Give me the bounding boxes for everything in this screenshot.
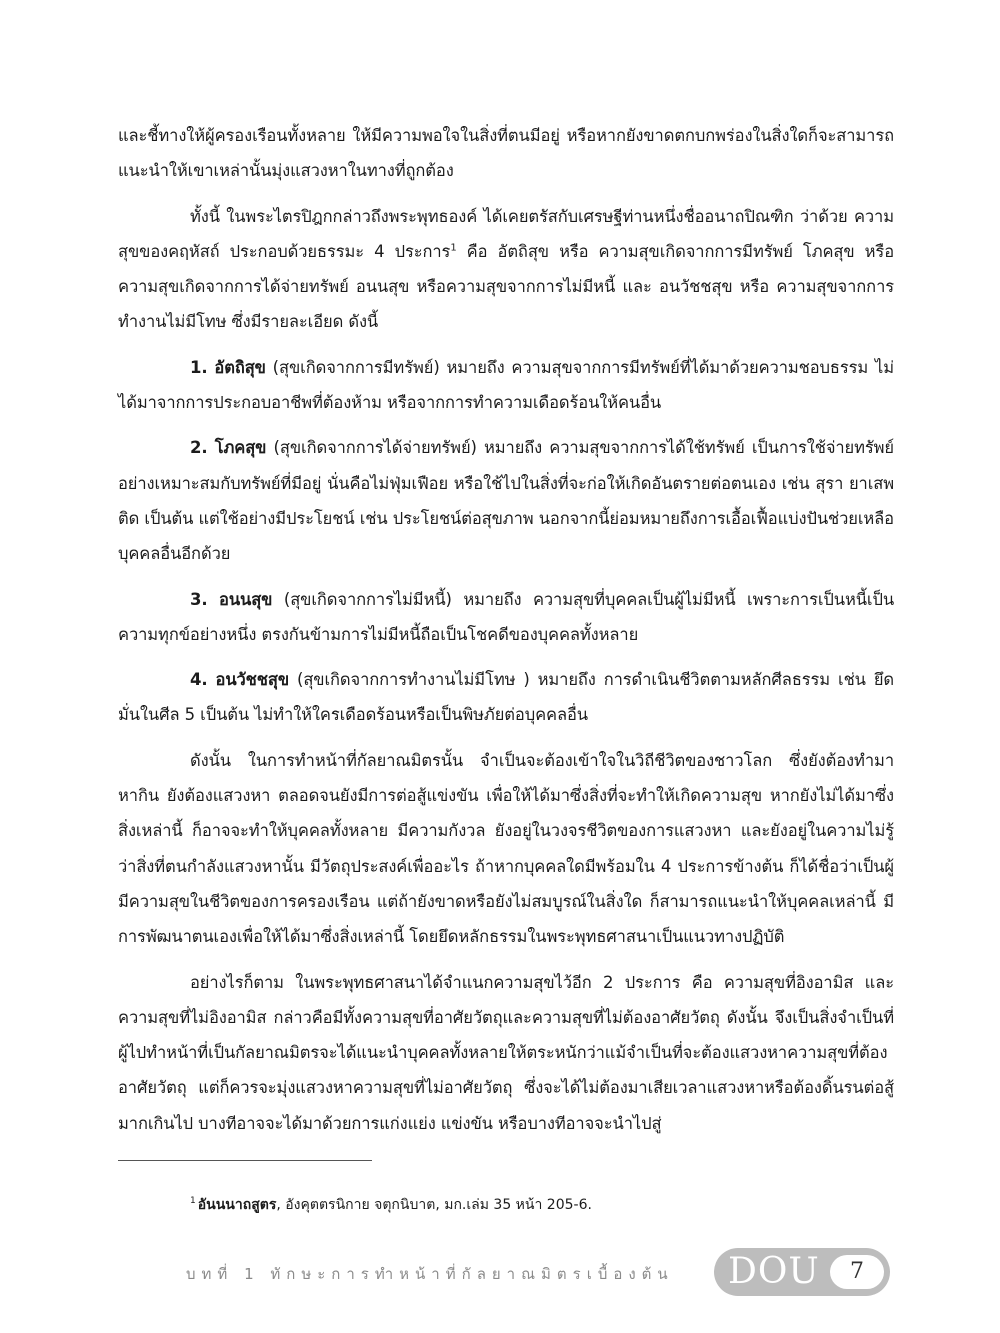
list-item-ananasukha <box>118 582 894 653</box>
paragraph-text: ดังนั้น ในการทำหน้าที่กัลยาณมิตรนั้น จำเป็นจะต้องเข้าใจในวิถีชีวิตของชาวโลก ซึ่งยังต้องทำมาหากิน ยังต้องแสวงหา ตลอดจนยังมีการต่อสู้แข่งขัน เพื่อให้ได้มาซึ่งสิ่งที่จะทำให้เกิดความสุข หากยังไม่ได้มาซึ่งสิ่งเหล่านี้ ก็อาจจะทำให้บุคคลทั้งหลาย มีความกังวล ยังอยู่ในวงจรชีวิตของการแสวงหา และยังอยู่ในความไม่รู้ว่าสิ่งที่ตนกำลังแสวงหานั้น มีวัตถุประสงค์เพื่ออะไร ถ้าหากบุคคลใดมีพร้อมใน 4 ประการข้างต้น ก็ได้ชื่อว่าเป็นผู้มีความสุขในชีวิตของการครองเรือน แต่ถ้ายังขาดหรือยังไม่สมบูรณ์ในสิ่งใด ก็สามารถแนะนำให้บุคคลเหล่านี้ มีการพัฒนาตนเองเพื่อให้ได้มาซึ่งสิ่งเหล่านี้ โดยยึดหลักธรรมในพระพุทธศาสนาเป็นแนวทางปฏิบัติ <box>118 750 894 947</box>
paragraph-happiness-of-householder <box>118 199 894 340</box>
list-item-bhogasukha <box>118 430 894 571</box>
list-item-text: (สุขเกิดจากการไม่มีหนี้) หมายถึง ความสุขที่บุคคลเป็นผู้ไม่มีหนี้ เพราะการเป็นหนี้เป็นความทุกข์อย่างหนึ่ง ตรงกันข้ามการไม่มีหนี้ถือเป็นโชคดีของบุคคลทั้งหลาย <box>118 589 894 644</box>
paragraph-two-kinds-of-happiness <box>118 965 894 1141</box>
list-item-term: อัตถิสุข <box>214 357 266 377</box>
list-item-term: อนวัชชสุข <box>215 670 290 690</box>
list-item-anavajjasukha <box>118 662 894 733</box>
footnote <box>190 1194 890 1216</box>
list-item-number: 3. <box>190 589 208 609</box>
list-item-number: 1. <box>190 357 208 377</box>
paragraph-text: คือ อัตถิสุข หรือ ความสุขเกิดจากการมีทรัพย์ โภคสุข หรือ ความสุขเกิดจากการได้จ่ายทรัพย์ อนนสุข หรือความสุขจากการไม่มีหนี้ และ อนวัชชสุข หรือ ความสุขจากการทำงานไม่มีโทษ ซึ่งมีรายละเอียด ดังนี้ <box>118 241 895 332</box>
list-item-text: (สุขเกิดจากการทำงานไม่มีโทษ ) หมายถึง การดำเนินชีวิตตามหลักศีลธรรม เช่น ยึดมั่นในศีล 5 เป็นต้น ไม่ทำให้ใครเดือดร้อนหรือเป็นพิษภัยต่อบุคคลอื่น <box>118 670 894 725</box>
paragraph-intro <box>118 118 894 189</box>
paragraph-text: อย่างไรก็ตาม ในพระพุทธศาสนาได้จำแนกความสุขไว้อีก 2 ประการ คือ ความสุขที่อิงอามิส และความสุขที่ไม่อิงอามิส กล่าวคือมีทั้งความสุขที่อาศัยวัตถุและความสุขที่ไม่ต้องอาศัยวัตถุ ดังนั้น จึงเป็นสิ่งจำเป็นที่ผู้ไปทำหน้าที่เป็นกัลยาณมิตรจะได้แนะนำบุคคลทั้งหลายให้ตระหนักว่าแม้จำเป็นที่จะต้องแสวงหาความสุขที่ต้องอาศัยวัตถุ แต่ก็ควรจะมุ่งแสวงหาความสุขที่ไม่อาศัยวัตถุ ซึ่งจะได้ไม่ต้องมาเสียเวลาแสวงหาหรือต้องดิ้นรนต่อสู้มากเกินไป บางทีอาจจะได้มาด้วยการแก่งแย่ง แข่งขัน หรือบางทีอาจจะนำไปสู่ <box>118 972 894 1133</box>
page-number: 7 <box>830 1255 884 1289</box>
list-item-atthisukha <box>118 350 894 421</box>
list-item-term: อนนสุข <box>219 589 273 609</box>
list-item-number: 4. <box>190 670 208 690</box>
paragraph-text: และชี้ทางให้ผู้ครองเรือนทั้งหลาย ให้มีความพอใจในสิ่งที่ตนมีอยู่ หรือหากยังขาดตกบกพร่องในสิ่งใดก็จะสามารถแนะนำให้เขาเหล่านั้นมุ่งแสวงหาในทางที่ถูกต้อง <box>118 126 894 181</box>
list-item-number: 2. <box>190 438 208 458</box>
list-item-text: (สุขเกิดจากการมีทรัพย์) หมายถึง ความสุขจากการมีทรัพย์ที่ได้มาด้วยความชอบธรรม ไม่ได้มาจากการประกอบอาชีพที่ต้องห้าม หรือจากการทำความเดือดร้อนให้คนอื่น <box>118 357 894 413</box>
list-item-text: (สุขเกิดจากการได้จ่ายทรัพย์) หมายถึง ความสุขจากการได้ใช้ทรัพย์ เป็นการใช้จ่ายทรัพย์อย่างเหมาะสมกับทรัพย์ที่มีอยู่ นั่นคือไม่ฟุ่มเฟือย หรือใช้ไปในสิ่งที่จะก่อให้เกิดอันตรายต่อตนเอง เช่น สุรา ยาเสพติด เป็นต้น แต่ใช้อย่างมีประโยชน์ เช่น ประโยชน์ต่อสุขภาพ นอกจากนี้ย่อมหมายถึงการเอื้อเฟื้อแบ่งปันช่วยเหลือบุคคลอื่นอีกด้วย <box>118 438 894 564</box>
footnote-divider <box>118 1160 372 1161</box>
list-item-term: โภคสุข <box>214 438 267 458</box>
page-badge <box>714 1248 890 1296</box>
footnote-number: 1 <box>190 1196 196 1207</box>
footnote-reference[interactable]: 1 <box>450 242 457 254</box>
page-body <box>118 118 894 1151</box>
paragraph-kalyanamitta-duty <box>118 743 894 955</box>
paragraph-text: ทั้งนี้ ในพระไตรปิฎกกล่าวถึงพระพุทธองค์ ได้เคยตรัสกับเศรษฐีท่านหนึ่งชื่ออนาถปิณฑิก ว่าด้วย ความสุขของคฤหัสถ์ ประกอบด้วยธรรมะ 4 ประการ <box>118 206 894 261</box>
footnote-citation: , อังคุตตรนิกาย จตุกนิบาต, มก.เล่ม 35 หน้า 205-6. <box>276 1197 592 1213</box>
footnote-source-title: อันนนาถสูตร <box>197 1197 277 1213</box>
dou-logo: DOU <box>728 1251 820 1292</box>
chapter-title-footer: บทที่ 1 ทักษะการทำหน้าที่กัลยาณมิตรเบื้องต้น <box>186 1265 674 1283</box>
